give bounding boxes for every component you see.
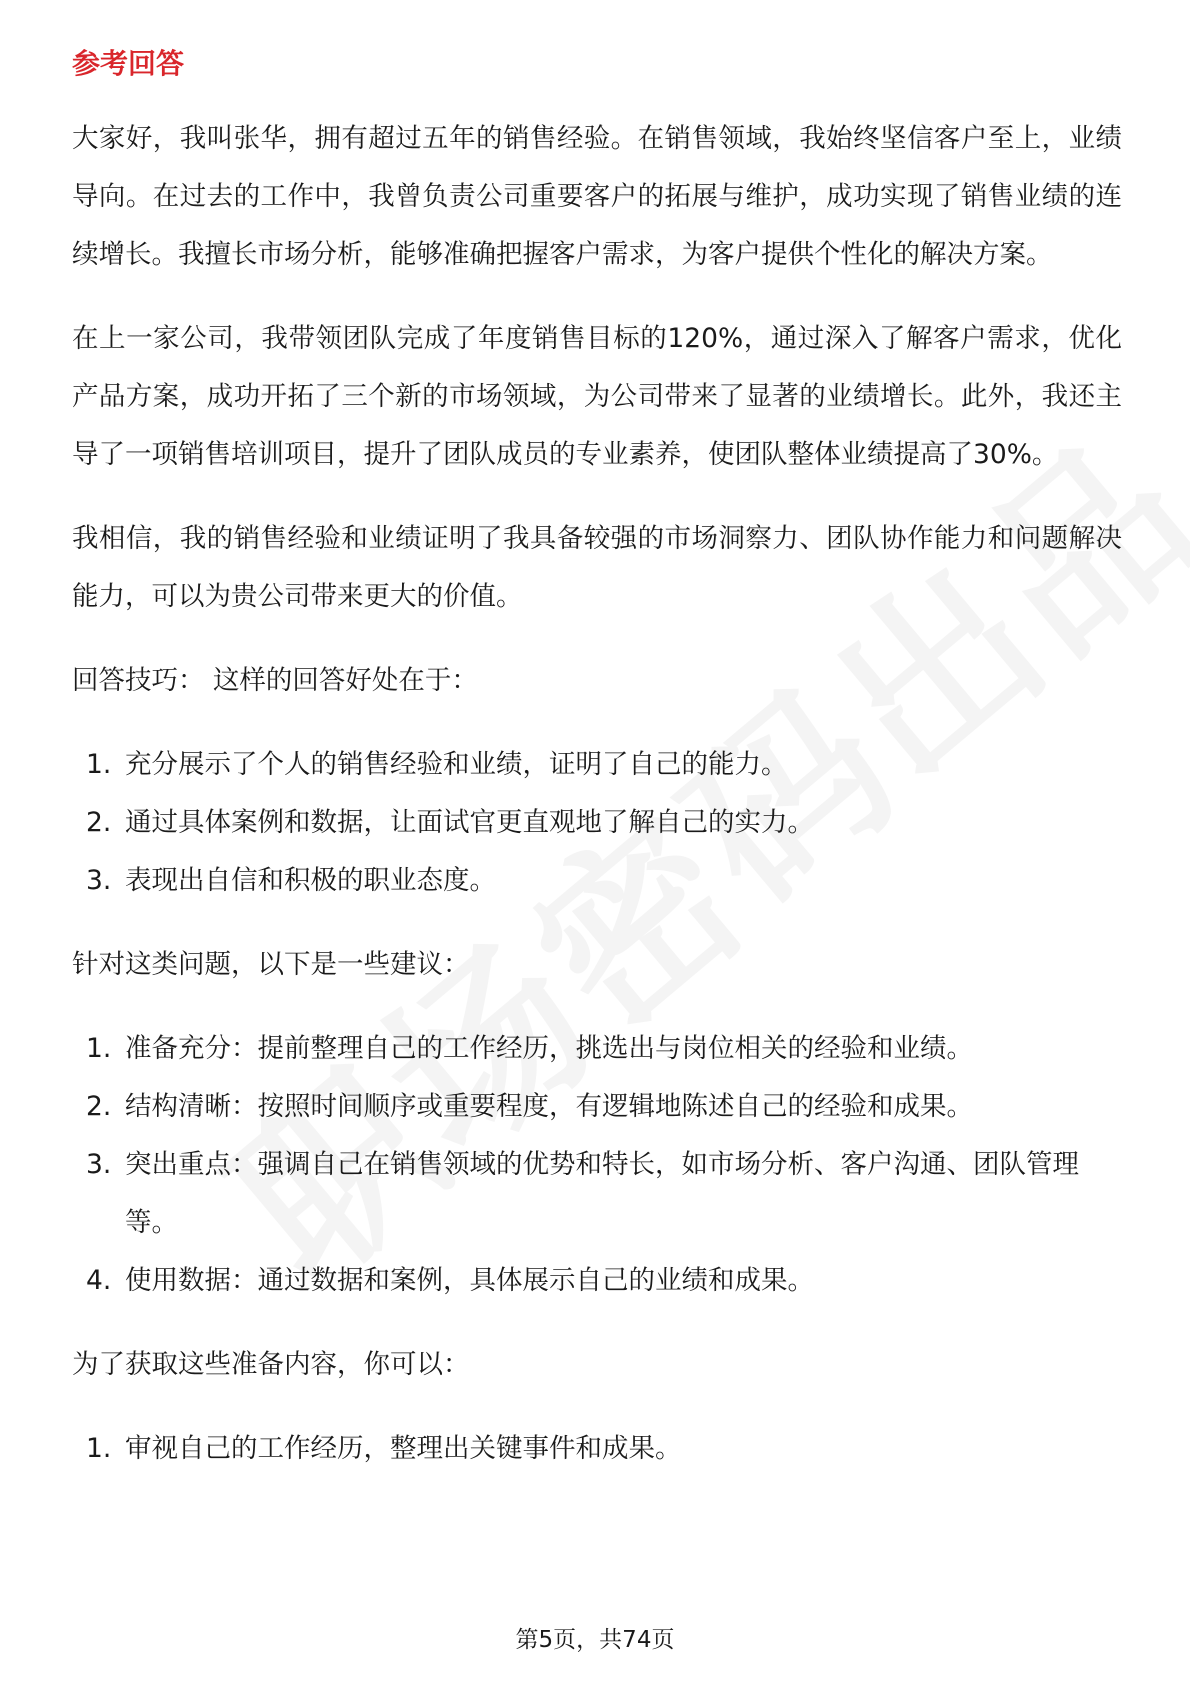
tips-intro: 回答技巧： 这样的回答好处在于： (72, 665, 478, 696)
list-text: 表现出自信和积极的职业态度。 (125, 865, 496, 896)
content (72, 44, 1122, 1504)
list-number: 1. (86, 1433, 112, 1464)
list-number: 4. (86, 1265, 112, 1296)
tips-list (72, 736, 1122, 910)
list-item (72, 1420, 1122, 1478)
list-number: 1. (86, 749, 112, 780)
list-text: 通过具体案例和数据，让面试官更直观地了解自己的实力。 (125, 807, 814, 838)
list-item (72, 736, 1122, 794)
list-item (72, 1136, 1122, 1252)
advice-list (72, 1020, 1122, 1310)
list-text: 审视自己的工作经历，整理出关键事件和成果。 (125, 1433, 682, 1464)
list-item (72, 794, 1122, 852)
list-number: 1. (86, 1033, 112, 1064)
prepare-intro: 为了获取这些准备内容，你可以： (72, 1349, 470, 1380)
page-number-footer: 第5页，共74页 (515, 1627, 675, 1653)
list-number: 3. (86, 1149, 112, 1180)
paragraph-intro: 大家好，我叫张华，拥有超过五年的销售经验。在销售领域，我始终坚信客户至上，业绩导向。在过去的工作中，我曾负责公司重要客户的拓展与维护，成功实现了销售业绩的连续增长。我擅长市场分析，能够准确把握客户需求，为客户提供个性化的解决方案。 (72, 123, 1122, 270)
list-text: 突出重点：强调自己在销售领域的优势和特长，如市场分析、客户沟通、团队管理等。 (125, 1149, 1079, 1238)
prepare-list (72, 1420, 1122, 1478)
list-number: 3. (86, 865, 112, 896)
list-text: 准备充分：提前整理自己的工作经历，挑选出与岗位相关的经验和业绩。 (125, 1033, 973, 1064)
section-heading: 参考回答 (72, 47, 185, 80)
list-item (72, 1020, 1122, 1078)
list-text: 使用数据：通过数据和案例，具体展示自己的业绩和成果。 (125, 1265, 814, 1296)
list-item (72, 1078, 1122, 1136)
list-item (72, 852, 1122, 910)
advice-intro: 针对这类问题，以下是一些建议： (72, 949, 470, 980)
paragraph-achievements: 在上一家公司，我带领团队完成了年度销售目标的120%，通过深入了解客户需求，优化产品方案，成功开拓了三个新的市场领域，为公司带来了显著的业绩增长。此外，我还主导了一项销售培训项目，提升了团队成员的专业素养，使团队整体业绩提高了30%。 (72, 323, 1122, 470)
list-number: 2. (86, 1091, 112, 1122)
paragraph-conclusion: 我相信，我的销售经验和业绩证明了我具备较强的市场洞察力、团队协作能力和问题解决能力，可以为贵公司带来更大的价值。 (72, 523, 1122, 612)
list-number: 2. (86, 807, 112, 838)
list-text: 充分展示了个人的销售经验和业绩，证明了自己的能力。 (125, 749, 788, 780)
list-item (72, 1252, 1122, 1310)
list-text: 结构清晰：按照时间顺序或重要程度，有逻辑地陈述自己的经验和成果。 (125, 1091, 973, 1122)
